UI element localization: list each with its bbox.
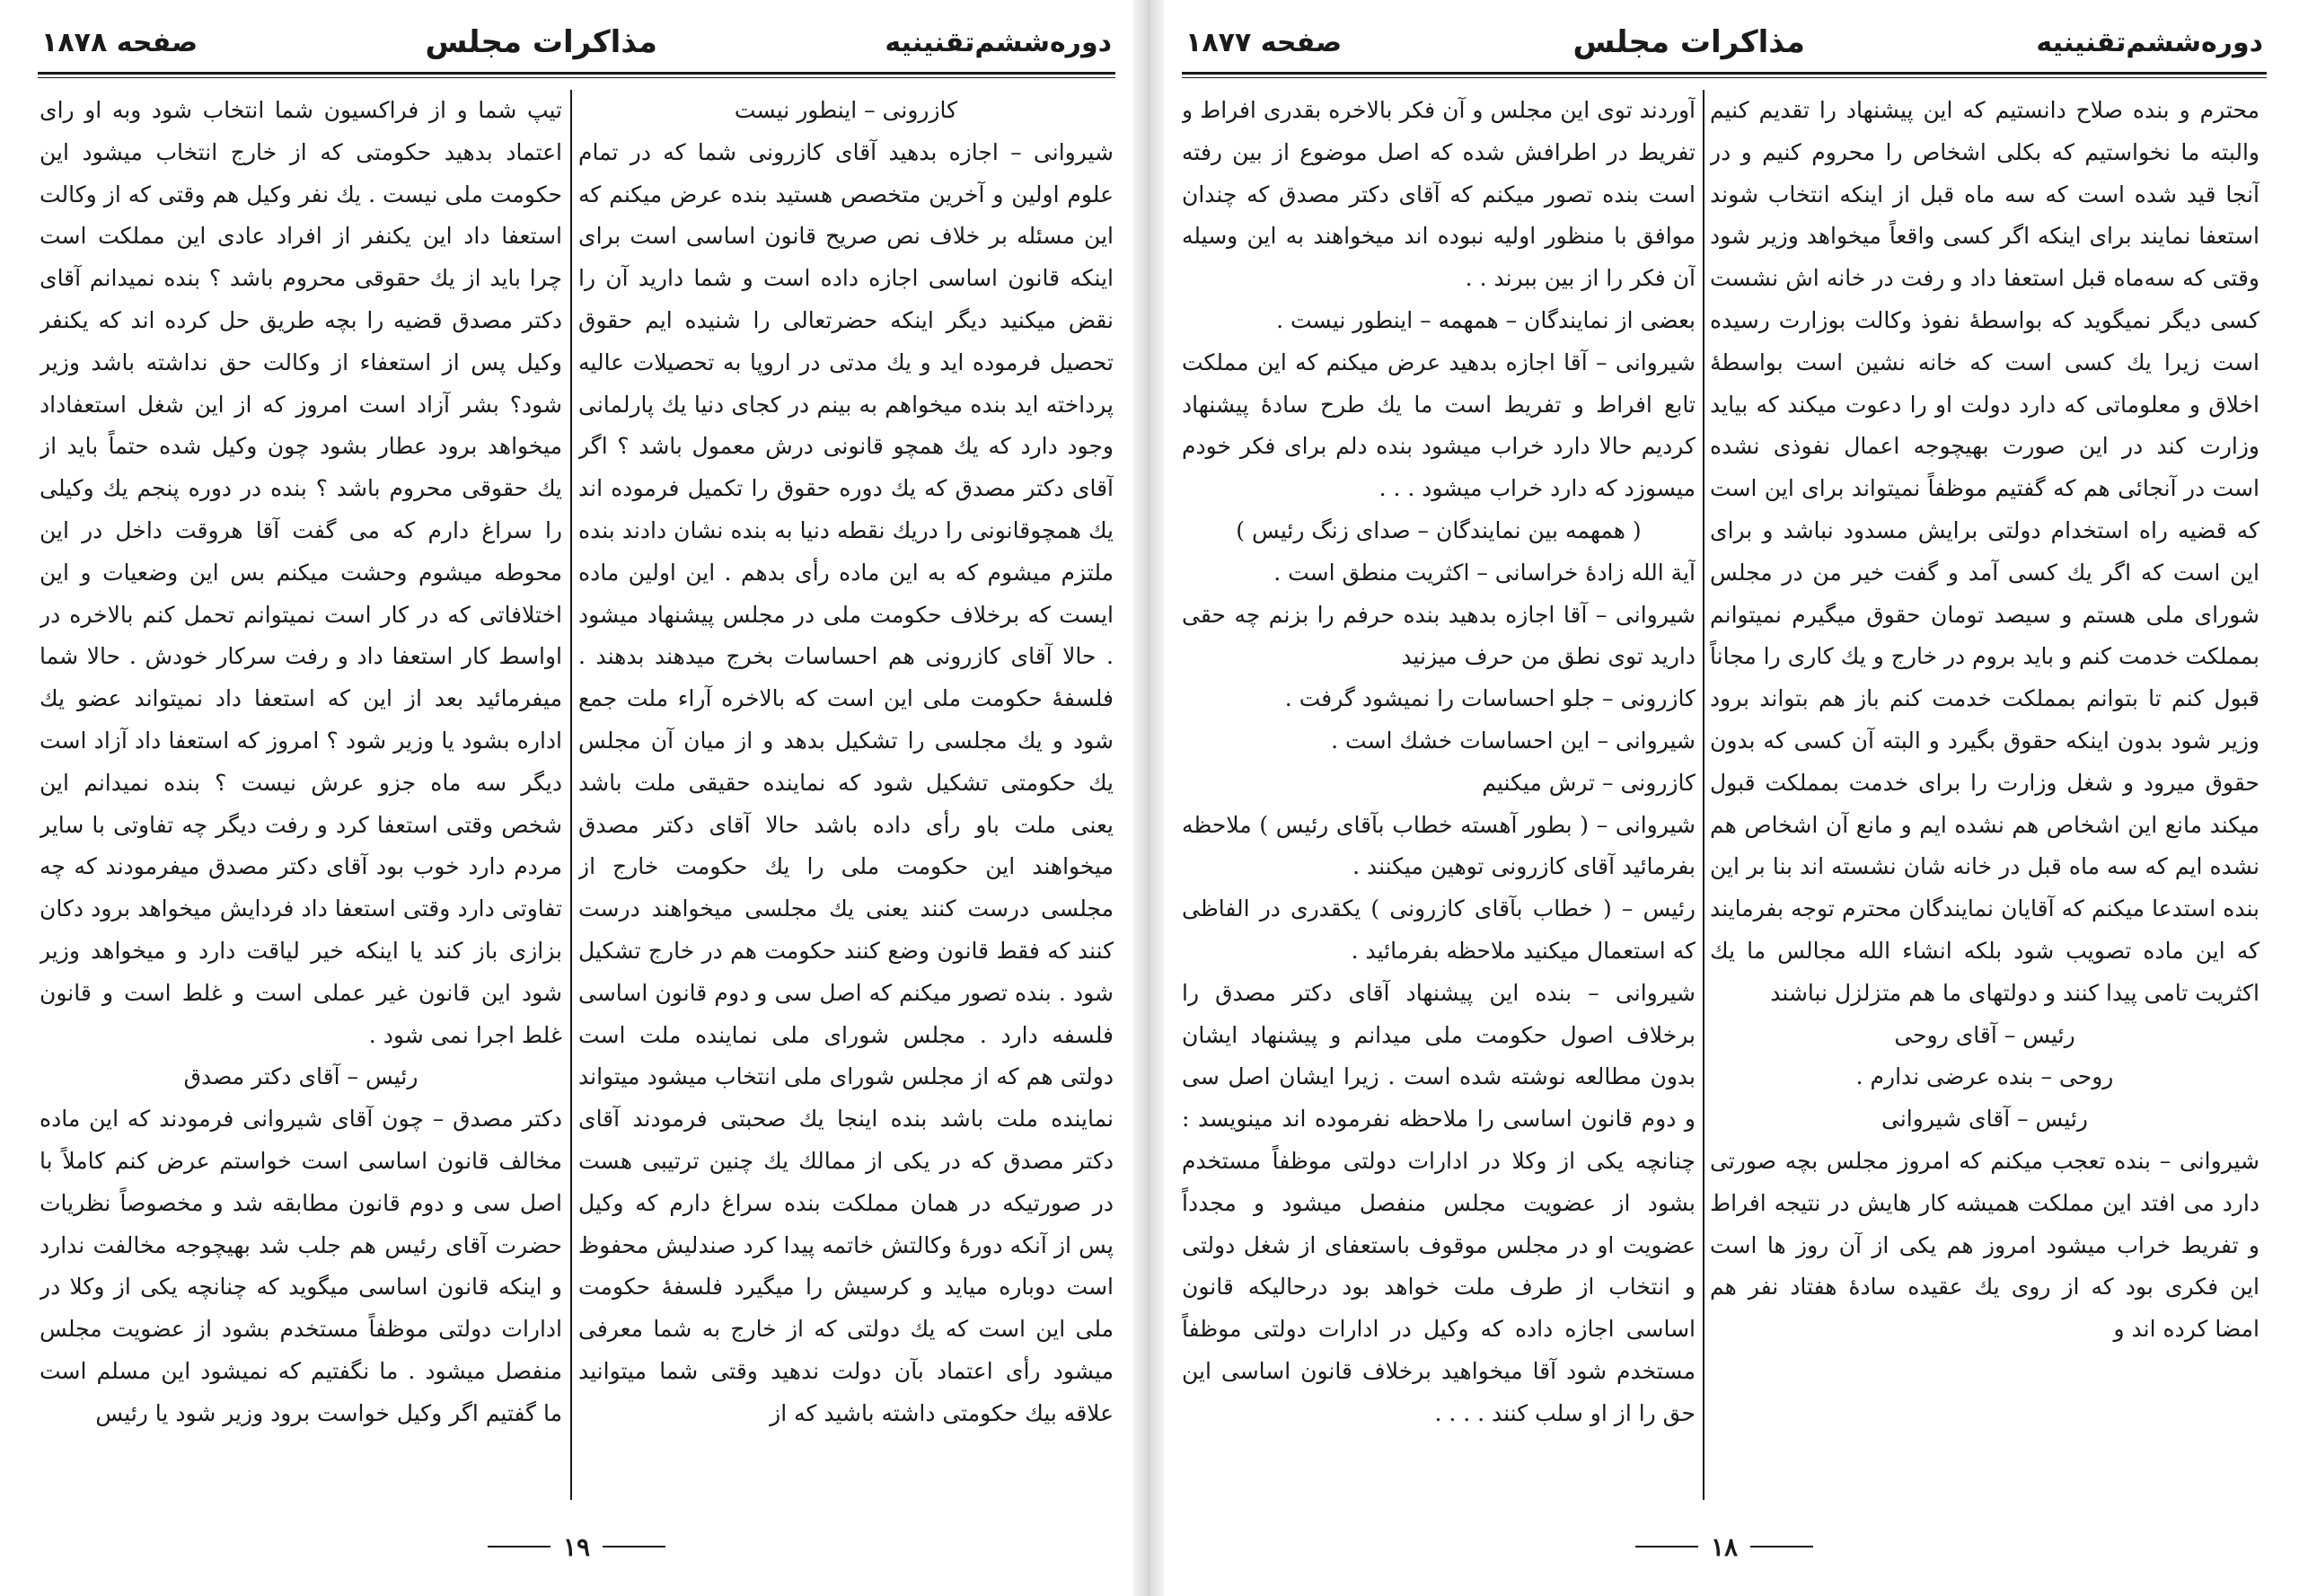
header-rule: [38, 72, 1115, 78]
text-column-right: [578, 90, 1114, 1491]
footer-dash: [603, 1546, 665, 1548]
paragraph: شیروانی – ( بطور آهسته خطاب بآقای رئیس ) ملاحظه بفرمائید آقای کازرونی توهین میکنند .: [1182, 811, 1696, 880]
text-column-right: [1710, 90, 2259, 1491]
speaker-line: بعضی از نمایندگان – همهمه – اینطور نیست .: [1276, 306, 1696, 333]
speaker-line: رئیس – آقای روحی: [1894, 1021, 2075, 1048]
footer-dash: [1750, 1546, 1813, 1548]
header-period: دوره‌ششم‌تقنینیه: [885, 26, 1112, 58]
header-page-number: صفحه ۱۸۷۸: [41, 26, 198, 58]
paragraph: شیروانی – بنده تعجب میکنم که امروز مجلس بچه صورتی دارد می افتد این مملکت همیشه کار هایش در نتیجه افراط و تفریط خراب میشود امروز هم یکی از آن روز ها است این فکری بود که از روی یك عقیده سادهٔ هفتاد نفر هم امضا کرده اند و: [1710, 1147, 2259, 1343]
right-page: [1167, 13, 2281, 1584]
header-period: دوره‌ششم‌تقنینیه: [2036, 26, 2263, 58]
text-column-left: [1182, 90, 1696, 1491]
column-divider: [1703, 90, 1704, 1500]
column-divider: [570, 90, 572, 1500]
speaker-line: رئیس – آقای شیروانی: [1881, 1106, 2088, 1133]
stage-direction: ( همهمه بین نمایندگان – صدای زنگ رئیس ): [1236, 516, 1642, 543]
paragraph: تیپ شما و از فراکسیون شما انتخاب شود وبه او رای اعتماد بدهید حکومتی که از خارج انتخاب میشود این حکومت ملی نیست . یك نفر وکیل هم وقتی که از وکالت استعفا داد این یکنفر از افراد عادی این مملکت است چرا باید از یك حقوقی محروم باشد ؟ بنده نمیدانم آقای دکتر مصدق قضیه را بچه طریق حل کرده اند که یکنفر وکیل پس از استعفاء از وکالت حق نداشته باشد وزیر شود؟ بشر آزاد است امروز که از این شغل استعفاداد میخواهد برود عطار بشود چون وکیل شده حتماً باید از یك حقوقی محروم باشد ؟ بنده در دوره پنجم یك وکیلی را سراغ دارم که می گفت آقا هروقت داخل در این محوطه میشوم وحشت میکنم بس این وضعیات و این اختلافاتی که در کار است نمیتوانم تحمل کنم بالاخره در اواسط کار استعفا داد و رفت سرکار خودش . حالا شما میفرمائید بعد از این که استعفا داد نمیتواند عضو یك اداره بشود یا وزیر شود ؟ امروز که استعفا داد آزاد است دیگر سه ماه جزو عرش نیست ؟ بنده نمیدانم این شخص وقتی استعفا کرد و رفت دیگر چه تفاوتی با سایر مردم دارد خوب بود آقای دکتر مصدق میفرمودند که چه تفاوتی دارد وقتی استعفا داد فردایش میخواهد برود دکان بزازی باز کند یا اینکه خیر لیاقت دارد و میخواهد وزیر شود این قانون غیر عملی است و غلط است و قانون غلط اجرا نمی شود .: [40, 97, 562, 1048]
header-page-number: صفحه ۱۸۷۷: [1185, 26, 1343, 58]
paragraph: رئیس – ( خطاب بآقای کازرونی ) یکقدری در الفاظی که استعمال میکنید ملاحظه بفرمائید .: [1182, 895, 1696, 964]
paragraph: شیروانی – آقا اجازه بدهید بنده حرفم را بزنم چه حقی دارید توی نطق من حرف میزنید: [1182, 601, 1696, 670]
speaker-line: کازرونی – ترش میکنیم: [1482, 769, 1696, 796]
paragraph: دکتر مصدق – چون آقای شیروانی فرمودند که این ماده مخالف قانون اساسی است خواستم عرض کنم کاملاً با اصل سی و دوم قانون مطابقه شد و مخصوصاً نظریات حضرت آقای رئیس هم جلب شد بهیچوجه مخالفت ندارد و اینکه قانون اساسی میگوید که چنانچه یکی از وکلا در ادارات دولتی موظفاً مستخدم بشود از عضویت مجلس منفصل میشود . ما نگفتیم که نمیشود این مسلم است ما گفتیم اگر وکیل خواست برود وزیر شود یا رئیس: [40, 1106, 562, 1426]
speaker-line: آیة الله زادهٔ خراسانی – اکثریت منطق است .: [1273, 559, 1696, 586]
footer-dash: [1635, 1546, 1698, 1548]
header-title: مذاکرات مجلس: [425, 24, 657, 60]
text-column-left: [40, 90, 562, 1491]
speaker-line: رئیس – آقای دکتر مصدق: [183, 1063, 418, 1090]
left-page: [23, 13, 1130, 1584]
footer-page-number: ۱۸: [1710, 1531, 1739, 1562]
page-footer: [1167, 1529, 2281, 1565]
paragraph: کازرونی – اینطور نیست: [734, 97, 958, 123]
page-footer: [23, 1529, 1130, 1565]
book-gutter: [1133, 0, 1164, 1596]
paragraph: محترم و بنده صلاح دانستیم که این پیشنهاد را تقدیم کنیم والبته ما نخواستیم که بکلی اشخاص را محروم کنیم و در آنجا قید شده است که سه ماه قبل از اینکه انتخاب شوند استعفا نمایند برای اینکه اگر کسی واقعاً میخواهد وزیر شود وقتی که سه‌ماه قبل استعفا داد و رفت در خانه اش نشست کسی دیگر نمیگوید که بواسطهٔ نفوذ وکالت بوزارت رسیده است زیرا یك کسی است که خانه نشین است بواسطهٔ اخلاق و معلوماتی که دارد دولت او را دعوت میکند که بیاید وزارت کند در این صورت بهیچوجه اعمال نفوذی نشده است در آنجائی هم که گفتیم موظفاً نمیتواند برای این است که قضیه راه استخدام دولتی برایش مسدود نباشد و برای این است که اگر یك کسی آمد و گفت خیر من در مجلس شورای ملی هستم و سیصد تومان حقوق میگیرم نمیتوانم بمملکت خدمت کنم و باید بروم در خارج و یك کاری را مجاناً قبول کنم تا بتوانم بمملکت خدمت کنم باز هم بتواند برود وزیر شود بدون اینکه حقوق بگیرد و البته آن کسی که بدون حقوق میرود و شغل وزارت را برای خدمت بمملکت قبول میکند مانع این اشخاص هم نشده ایم و مانع آن اشخاص هم نشده ایم که سه ماه قبل در خانه شان نشسته اند بنا بر این بنده استدعا میکنم که آقایان نمایندگان محترم توجه بفرمایند که این ماده تصویب شود بلکه انشاء الله مجالس ما یك اکثریت تامی پیدا کنند و دولتهای ما هم متزلزل نباشند: [1710, 97, 2259, 1006]
paragraph: آوردند توی این مجلس و آن فکر بالاخره بقدری افراط و تفریط در اطرافش شده که اصل موضوع از بین رفته است بنده تصور میکنم که آقای دکتر مصدق که چندان موافق با منظور اولیه نبوده اند میخواهند به این وسیله آن فکر را از بین ببرند . .: [1182, 97, 1696, 292]
speaker-line: شیروانی – این احساسات خشك است .: [1331, 727, 1696, 754]
page-header: [41, 16, 1112, 68]
paragraph: شیروانی – بنده این پیشنهاد آقای دکتر مصدق را برخلاف اصول حکومت ملی میدانم و پیشنهاد ایشان بدون مطالعه نوشته شده است . زیرا ایشان اصل سی و دوم قانون اساسی را ملاحظه نفرموده اند مینویسد : چنانچه یکی از وکلا در ادارات دولتی موظفاً مستخدم بشود از عضویت مجلس منفصل میشود و مجدداً عضویت او در مجلس موقوف باستعفای از شغل دولتی و انتخاب از طرف ملت خواهد بود درحالیکه قانون اساسی اجازه داده که وکیل در ادارات دولتی موظفاً مستخدم شود آقا میخواهید برخلاف قانون اساسی این حق را از او سلب کنند . . . .: [1182, 979, 1696, 1426]
footer-page-number: ۱۹: [562, 1531, 591, 1562]
header-rule: [1182, 72, 2267, 78]
footer-dash: [488, 1546, 551, 1548]
paragraph: شیروانی – آقا اجازه بدهید عرض میکنم که این مملکت تابع افراط و تفریط است ما یك طرح سادهٔ پیشنهاد کردیم حالا دارد خراب میشود بنده دلم برای فکر خودم میسوزد که دارد خراب میشود . . .: [1182, 348, 1696, 502]
speaker-line: روحی – بنده عرضی ندارم .: [1855, 1063, 2114, 1090]
speaker-line: کازرونی – جلو احساسات را نمیشود گرفت .: [1284, 685, 1696, 712]
paragraph: شیروانی – اجازه بدهید آقای کازرونی شما که در تمام علوم اولین و آخرین متخصص هستید بنده عرض میکنم که این مسئله بر خلاف نص صریح قانون اساسی است برای اینکه قانون اساسی اجازه داده است و شما دارید آن را نقض میکنید دیگر اینکه حضرتعالی را شنیده ایم حقوق تحصیل فرموده اید و یك مدتی در اروپا به تحصیلات عالیه پرداخته اید بنده میخواهم به بینم در کجای دنیا یك پارلمانی وجود دارد که یك همچو قانونی درش معمول باشد ؟ اگر آقای دکتر مصدق که یك دوره حقوق را تکمیل فرموده اند یك همچوقانونی را دریك نقطه دنیا به بنده نشان دادند بنده ملتزم میشوم که به این ماده رأی بدهم . این اولین ماده ایست که برخلاف حکومت ملی در مجلس پیشنهاد میشود . حالا آقای کازرونی هم احساسات بخرج میدهند بدهند . فلسفهٔ حکومت ملی این است که بالاخره آراء ملت جمع شود و یك مجلسی را تشکیل بدهد و از میان آن مجلس یك حکومتی تشکیل شود که نماینده حقیقی ملت باشد یعنی ملت باو رأی داده باشد حالا آقای دکتر مصدق میخواهند این حکومت ملی را یك حکومت خارج از مجلسی درست کنند یعنی یك مجلسی میخواهند درست کنند که فقط قانون وضع کنند حکومت هم در خارج تشکیل شود . بنده تصور میکنم که اصل سی و دوم قانون اساسی فلسفه دارد . مجلس شورای ملی نماینده ملت است دولتی هم که از مجلس شورای ملی انتخاب میشود میتواند نماینده ملت باشد بنده اینجا یك صحبتی فرمودند آقای دکتر مصدق که در یکی از ممالك یك چنین ترتیبی هست در صورتیکه در همان مملکت بنده سراغ دارم که وکیل پس از آنکه دورهٔ وکالتش خاتمه پیدا کرد صندلیش محفوظ است دوباره میاید و کرسیش را میگیرد فلسفهٔ حکومت ملی این است که یك دولتی که از خارج به شما معرفی میشود رأی اعتماد بآن دولت ندهید وقتی شما میتوانید علاقه بیك حکومتی داشته باشید که از: [578, 138, 1114, 1426]
page-header: [1185, 16, 2263, 68]
header-title: مذاکرات مجلس: [1572, 24, 1805, 60]
